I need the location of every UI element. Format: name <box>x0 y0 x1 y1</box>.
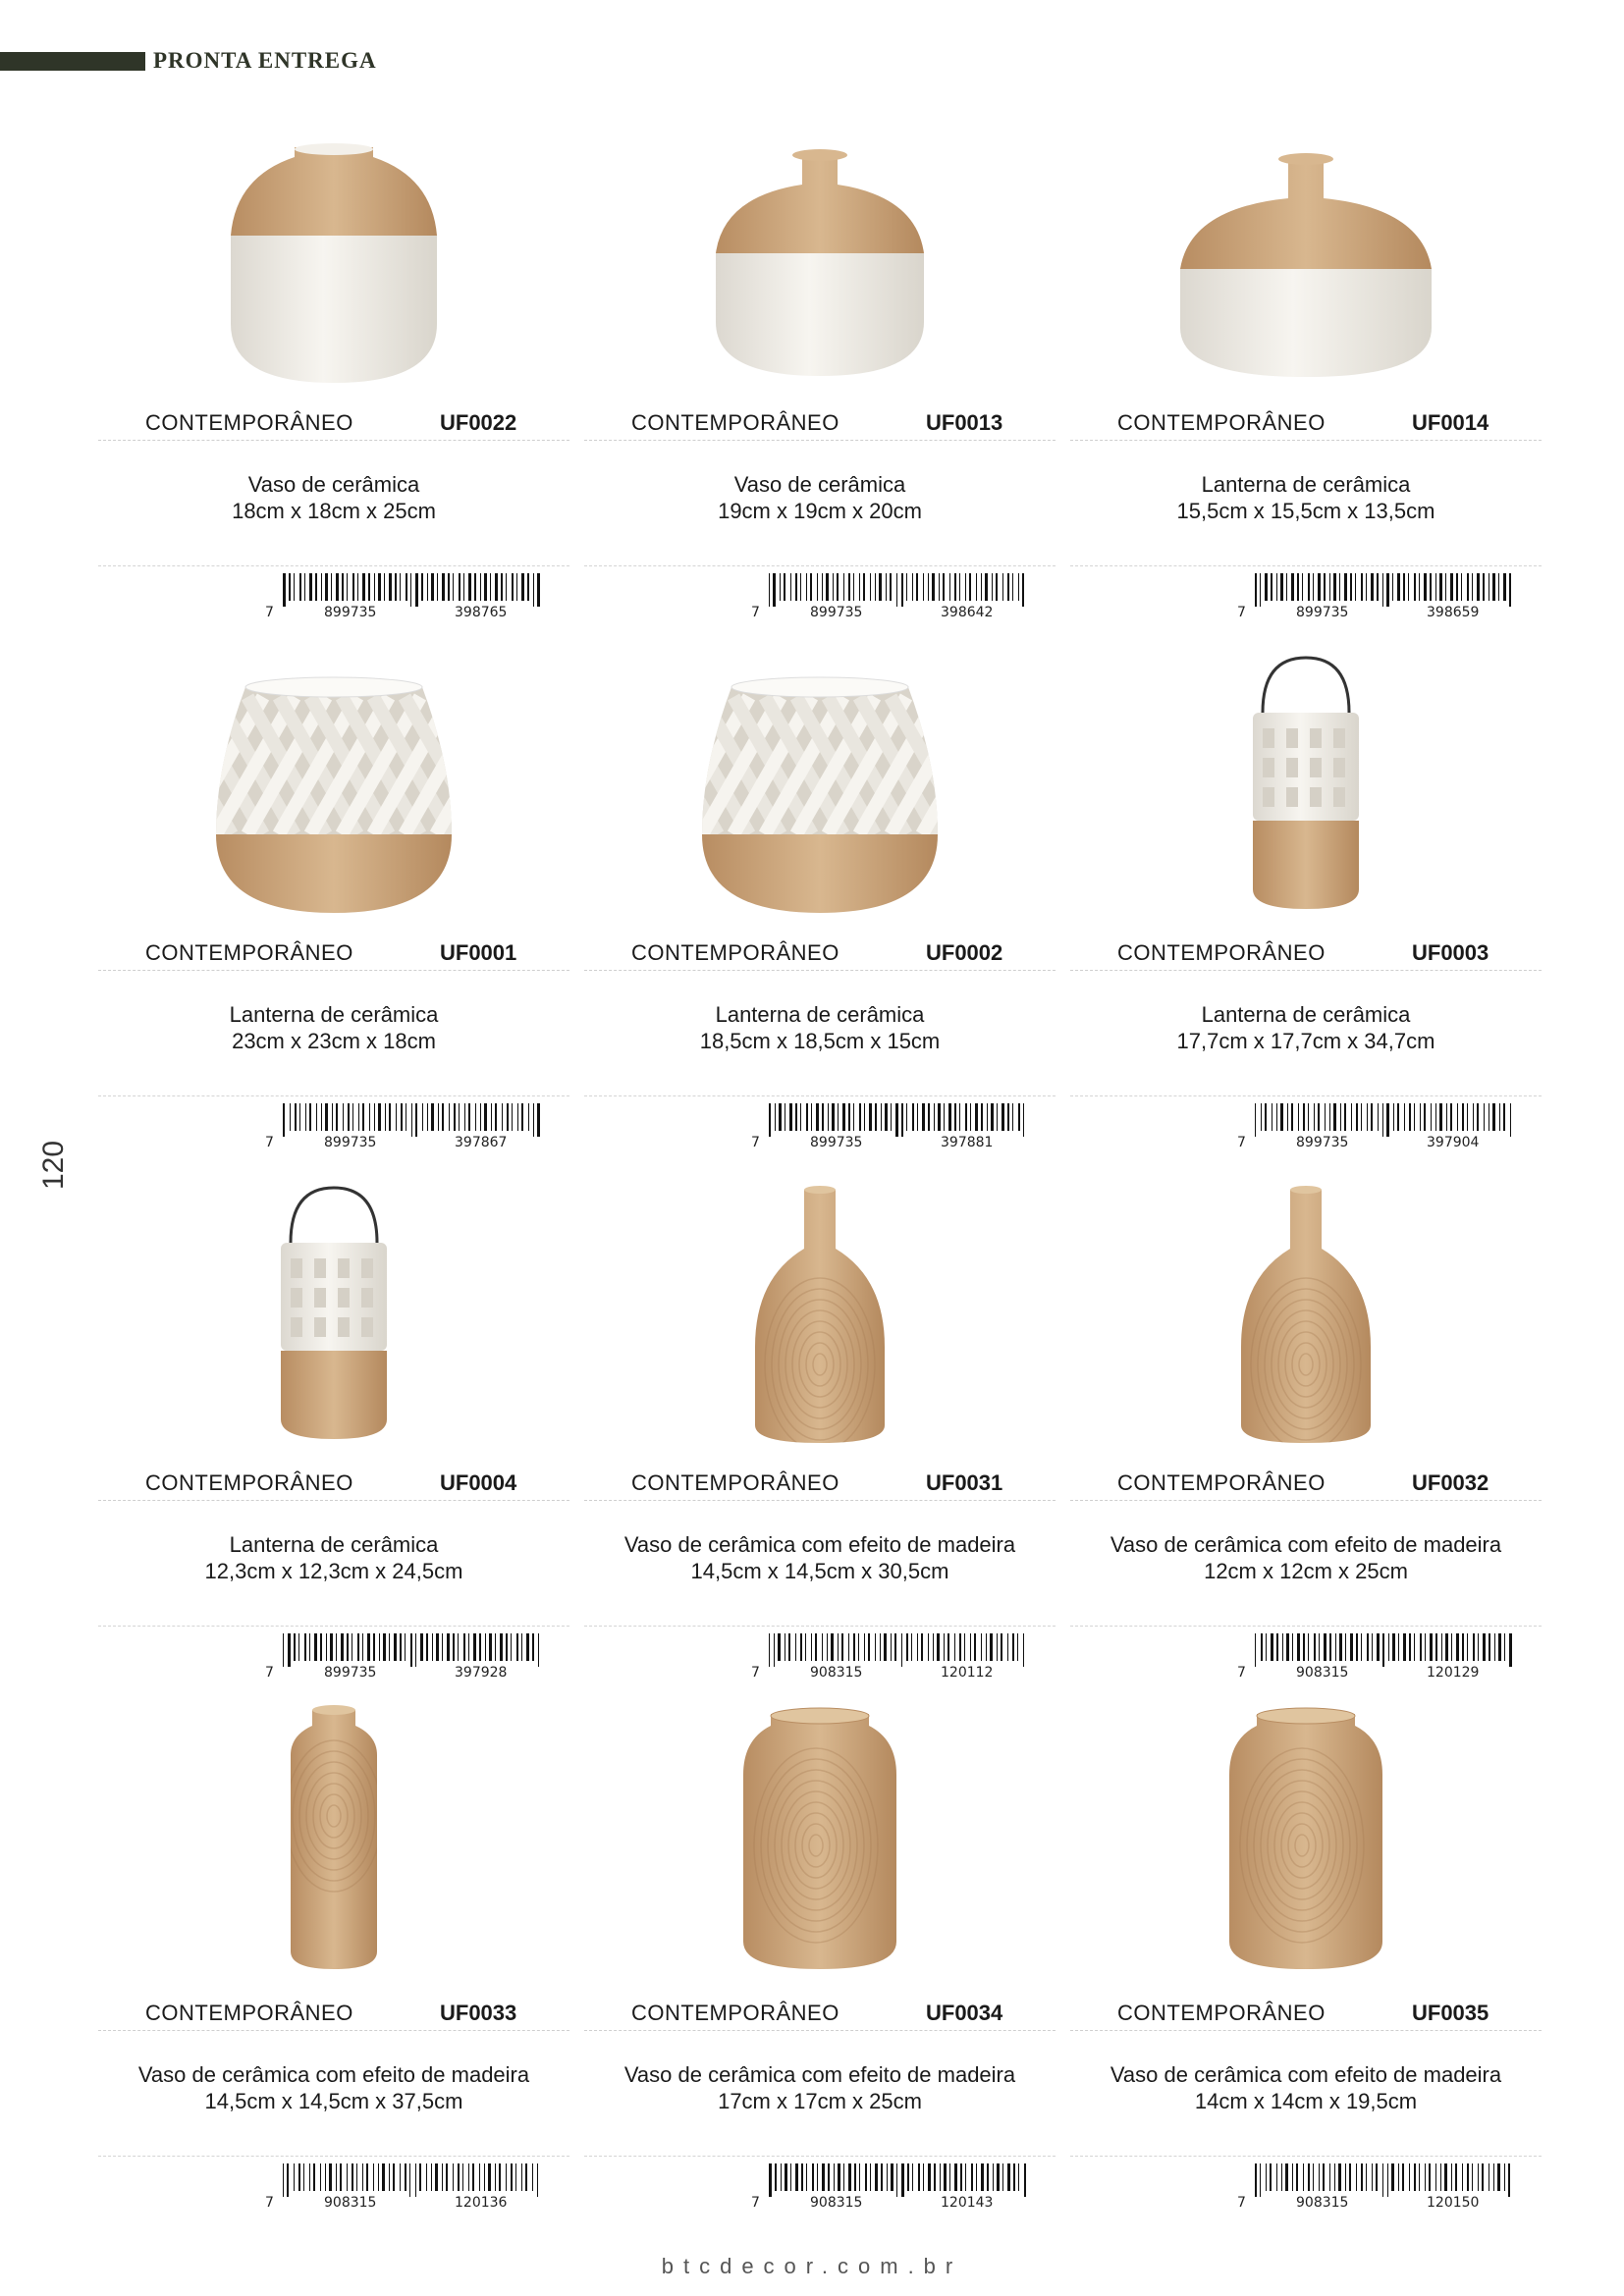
barcode <box>751 573 1046 620</box>
lattice-lantern-large-icon <box>98 638 569 933</box>
product-description <box>584 1531 1056 1584</box>
product-header-line <box>1070 1468 1542 1501</box>
barcode-first-digit: 7 <box>751 1135 760 1150</box>
barcode-mid-digits: 899735 <box>810 605 863 620</box>
product-description <box>1070 2061 1542 2114</box>
barcode-last-digits: 120136 <box>455 2195 508 2211</box>
product-header-line <box>1070 1999 1542 2031</box>
vase-wood-top-white-neck-icon <box>584 108 1056 402</box>
product-card <box>98 108 569 638</box>
barcode-bars <box>1255 2163 1520 2195</box>
product-code: UF0004 <box>440 1470 517 1495</box>
product-description <box>584 471 1056 524</box>
barcode-first-digit: 7 <box>751 2195 760 2211</box>
product-code: UF0022 <box>440 410 517 435</box>
product-dimensions: 17cm x 17cm x 25cm <box>718 2089 922 2113</box>
barcode-first-digit: 7 <box>265 605 274 620</box>
product-description <box>1070 1001 1542 1054</box>
product-category: CONTEMPORÂNEO <box>1117 410 1326 435</box>
product-card <box>1070 108 1542 638</box>
product-category: CONTEMPORÂNEO <box>145 940 353 965</box>
product-header-line <box>98 1468 569 1501</box>
product-header-line <box>584 408 1056 441</box>
product-category: CONTEMPORÂNEO <box>631 940 839 965</box>
barcode-bars <box>283 1103 548 1135</box>
barcode-first-digit: 7 <box>751 1665 760 1681</box>
lattice-lantern-small-icon <box>584 638 1056 933</box>
product-name: Vaso de cerâmica <box>247 472 420 497</box>
vase-wood-top-white-wide-icon <box>1070 108 1542 402</box>
product-dimensions: 23cm x 23cm x 18cm <box>232 1029 436 1053</box>
product-category: CONTEMPORÂNEO <box>145 1470 353 1495</box>
barcode-bars <box>1255 573 1520 605</box>
barcode-bars <box>283 2163 548 2195</box>
product-card <box>584 638 1056 1168</box>
product-code: UF0032 <box>1412 1470 1489 1495</box>
wood-cylinder-wide-vase-icon <box>584 1698 1056 1993</box>
barcode-last-digits: 120143 <box>941 2195 994 2211</box>
product-photo <box>584 638 1056 933</box>
barcode <box>1237 573 1532 620</box>
barcode-first-digit: 7 <box>265 1135 274 1150</box>
product-photo <box>98 108 569 402</box>
divider <box>584 2156 1056 2157</box>
section-title: PRONTA ENTREGA <box>153 48 377 73</box>
barcode-last-digits: 397867 <box>455 1135 508 1150</box>
barcode-first-digit: 7 <box>751 605 760 620</box>
product-code: UF0001 <box>440 940 517 965</box>
product-photo <box>584 108 1056 402</box>
wood-bottle-vase-icon <box>1070 1168 1542 1463</box>
product-category: CONTEMPORÂNEO <box>145 410 353 435</box>
product-description <box>1070 471 1542 524</box>
product-code: UF0014 <box>1412 410 1489 435</box>
barcode-first-digit: 7 <box>265 1665 274 1681</box>
barcode-bars <box>1255 1103 1520 1135</box>
barcode-mid-digits: 899735 <box>324 1665 377 1681</box>
product-dimensions: 15,5cm x 15,5cm x 13,5cm <box>1176 499 1435 523</box>
barcode-mid-digits: 908315 <box>1296 1665 1349 1681</box>
product-photo <box>1070 108 1542 402</box>
handle-lantern-short-icon <box>98 1168 569 1463</box>
product-card <box>584 108 1056 638</box>
product-name: Vaso de cerâmica com efeito de madeira <box>137 2062 530 2087</box>
section-header <box>0 49 377 73</box>
product-card <box>98 1698 569 2228</box>
product-description <box>1070 1531 1542 1584</box>
product-dimensions: 14,5cm x 14,5cm x 30,5cm <box>690 1559 949 1583</box>
barcode-last-digits: 120129 <box>1427 1665 1480 1681</box>
product-name: Lanterna de cerâmica <box>229 1532 439 1557</box>
product-name: Vaso de cerâmica <box>733 472 906 497</box>
barcode <box>1237 2163 1532 2211</box>
divider <box>1070 1095 1542 1096</box>
product-photo <box>1070 638 1542 933</box>
product-photo <box>1070 1168 1542 1463</box>
product-category: CONTEMPORÂNEO <box>631 1470 839 1495</box>
product-category: CONTEMPORÂNEO <box>145 2001 353 2025</box>
vase-wood-top-white-tall-icon <box>98 108 569 402</box>
divider <box>98 565 569 566</box>
barcode-first-digit: 7 <box>1237 1665 1246 1681</box>
product-code: UF0013 <box>926 410 1003 435</box>
product-header-line <box>98 408 569 441</box>
product-name: Vaso de cerâmica com efeito de madeira <box>1110 2062 1502 2087</box>
product-code: UF0031 <box>926 1470 1003 1495</box>
barcode <box>265 1103 560 1150</box>
product-row <box>98 108 1551 638</box>
product-photo <box>98 1698 569 1993</box>
product-code: UF0033 <box>440 2001 517 2025</box>
product-name: Lanterna de cerâmica <box>715 1002 925 1027</box>
barcode-bars <box>283 573 548 605</box>
barcode <box>265 1633 560 1681</box>
product-description <box>98 1001 569 1054</box>
divider <box>584 565 1056 566</box>
product-dimensions: 12,3cm x 12,3cm x 24,5cm <box>204 1559 463 1583</box>
barcode-last-digits: 398765 <box>455 605 508 620</box>
barcode <box>265 2163 560 2211</box>
product-description <box>98 471 569 524</box>
product-code: UF0002 <box>926 940 1003 965</box>
barcode-mid-digits: 908315 <box>810 2195 863 2211</box>
barcode-bars <box>769 1633 1034 1665</box>
product-name: Vaso de cerâmica com efeito de madeira <box>1110 1532 1502 1557</box>
product-card <box>1070 638 1542 1168</box>
barcode <box>265 573 560 620</box>
barcode <box>751 1633 1046 1681</box>
product-category: CONTEMPORÂNEO <box>1117 2001 1326 2025</box>
product-header-line <box>584 1999 1056 2031</box>
barcode-mid-digits: 899735 <box>1296 605 1349 620</box>
barcode-bars <box>769 1103 1034 1135</box>
product-header-line <box>1070 408 1542 441</box>
barcode <box>1237 1633 1532 1681</box>
product-header-line <box>1070 938 1542 971</box>
divider <box>584 1095 1056 1096</box>
product-category: CONTEMPORÂNEO <box>631 410 839 435</box>
divider <box>98 1095 569 1096</box>
footer-website: btcdecor.com.br <box>661 2254 963 2278</box>
divider <box>1070 1626 1542 1627</box>
divider <box>1070 565 1542 566</box>
product-name: Vaso de cerâmica com efeito de madeira <box>623 1532 1016 1557</box>
barcode-mid-digits: 908315 <box>1296 2195 1349 2211</box>
handle-lantern-tall-icon <box>1070 638 1542 933</box>
barcode-bars <box>1255 1633 1520 1665</box>
product-photo <box>584 1168 1056 1463</box>
barcode-bars <box>283 1633 548 1665</box>
product-description <box>584 1001 1056 1054</box>
product-name: Lanterna de cerâmica <box>1201 472 1411 497</box>
product-name: Lanterna de cerâmica <box>229 1002 439 1027</box>
product-dimensions: 18,5cm x 18,5cm x 15cm <box>699 1029 941 1053</box>
product-dimensions: 14cm x 14cm x 19,5cm <box>1194 2089 1418 2113</box>
wood-cylinder-tall-vase-icon <box>98 1698 569 1993</box>
product-card <box>584 1168 1056 1698</box>
barcode-mid-digits: 899735 <box>324 1135 377 1150</box>
page-number: 120 <box>37 1140 70 1191</box>
product-name: Vaso de cerâmica com efeito de madeira <box>623 2062 1016 2087</box>
product-photo <box>1070 1698 1542 1993</box>
divider <box>1070 2156 1542 2157</box>
product-header-line <box>584 938 1056 971</box>
product-header-line <box>98 1999 569 2031</box>
product-dimensions: 18cm x 18cm x 25cm <box>232 499 436 523</box>
barcode-mid-digits: 899735 <box>324 605 377 620</box>
barcode <box>751 2163 1046 2211</box>
barcode-first-digit: 7 <box>1237 2195 1246 2211</box>
barcode-last-digits: 398659 <box>1427 605 1480 620</box>
barcode <box>751 1103 1046 1150</box>
divider <box>98 2156 569 2157</box>
barcode-last-digits: 397904 <box>1427 1135 1480 1150</box>
barcode-last-digits: 397928 <box>455 1665 508 1681</box>
product-header-line <box>584 1468 1056 1501</box>
product-photo <box>98 638 569 933</box>
product-row <box>98 1168 1551 1698</box>
product-row <box>98 1698 1551 2228</box>
product-category: CONTEMPORÂNEO <box>1117 940 1326 965</box>
product-name: Lanterna de cerâmica <box>1201 1002 1411 1027</box>
divider <box>98 1626 569 1627</box>
barcode-bars <box>769 2163 1034 2195</box>
product-card <box>98 638 569 1168</box>
barcode-last-digits: 397881 <box>941 1135 994 1150</box>
product-category: CONTEMPORÂNEO <box>631 2001 839 2025</box>
product-dimensions: 17,7cm x 17,7cm x 34,7cm <box>1176 1029 1435 1053</box>
product-header-line <box>98 938 569 971</box>
product-card <box>98 1168 569 1698</box>
barcode-first-digit: 7 <box>265 2195 274 2211</box>
barcode-mid-digits: 908315 <box>810 1665 863 1681</box>
barcode-last-digits: 120150 <box>1427 2195 1480 2211</box>
product-code: UF0034 <box>926 2001 1003 2025</box>
product-code: UF0035 <box>1412 2001 1489 2025</box>
product-card <box>1070 1168 1542 1698</box>
product-dimensions: 14,5cm x 14,5cm x 37,5cm <box>204 2089 463 2113</box>
barcode-mid-digits: 908315 <box>324 2195 377 2211</box>
barcode-mid-digits: 899735 <box>1296 1135 1349 1150</box>
product-photo <box>584 1698 1056 1993</box>
wood-cylinder-wide-vase-icon <box>1070 1698 1542 1993</box>
product-description <box>584 2061 1056 2114</box>
product-row <box>98 638 1551 1168</box>
product-description <box>98 2061 569 2114</box>
header-accent-bar <box>0 52 145 71</box>
barcode-first-digit: 7 <box>1237 605 1246 620</box>
product-code: UF0003 <box>1412 940 1489 965</box>
barcode-last-digits: 120112 <box>941 1665 994 1681</box>
product-category: CONTEMPORÂNEO <box>1117 1470 1326 1495</box>
product-dimensions: 19cm x 19cm x 20cm <box>718 499 922 523</box>
product-grid <box>98 108 1551 2228</box>
barcode-bars <box>769 573 1034 605</box>
product-dimensions: 12cm x 12cm x 25cm <box>1204 1559 1408 1583</box>
barcode-first-digit: 7 <box>1237 1135 1246 1150</box>
barcode-last-digits: 398642 <box>941 605 994 620</box>
wood-bottle-vase-icon <box>584 1168 1056 1463</box>
product-card <box>1070 1698 1542 2228</box>
product-description <box>98 1531 569 1584</box>
product-photo <box>98 1168 569 1463</box>
barcode <box>1237 1103 1532 1150</box>
divider <box>584 1626 1056 1627</box>
barcode-mid-digits: 899735 <box>810 1135 863 1150</box>
product-card <box>584 1698 1056 2228</box>
